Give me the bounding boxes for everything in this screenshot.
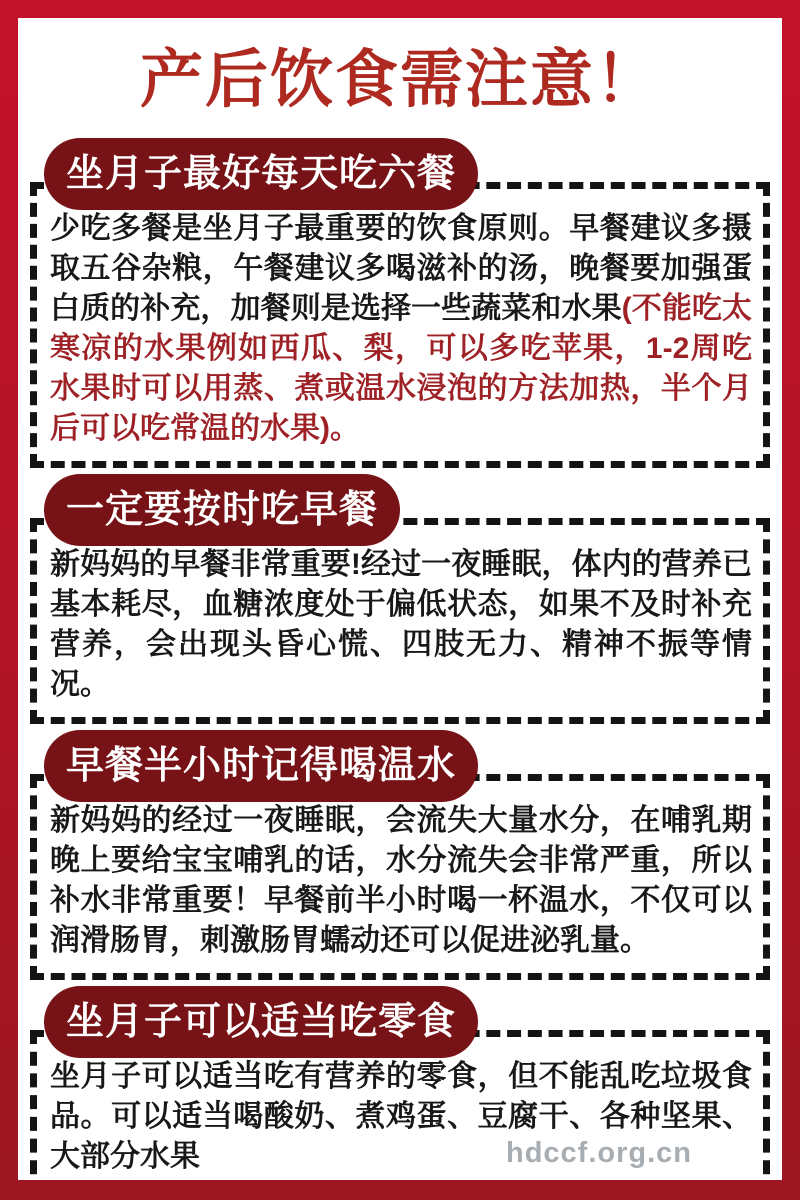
section-heading-pill — [44, 730, 478, 802]
section-heading-label: 早餐半小时记得喝温水 — [66, 744, 457, 787]
body-text-black: 坐月子可以适当吃有营养的零食，但不能乱吃垃圾食品。可以适当喝酸奶、煮鸡蛋、豆腐干、各种坚果、大部分水果 — [50, 1059, 752, 1173]
section-body-box — [30, 774, 770, 980]
section-heading-pill — [44, 138, 478, 210]
page-title: 产后饮食需注意！ — [140, 45, 660, 115]
section-body-text — [50, 801, 752, 961]
section-body-text — [50, 209, 752, 449]
section-body-box — [30, 518, 770, 724]
body-text-black: 少吃多餐是坐月子最重要的饮食原则。早餐建议多摄取五谷杂粮，午餐建议多喝滋补的汤，晚餐要加强蛋白质的补充，加餐则是选择一些蔬菜和水果 — [50, 211, 752, 325]
section-heading-pill — [44, 474, 400, 546]
watermark: hdccf.org.cn — [505, 1137, 692, 1169]
section-heading-label: 坐月子可以适当吃零食 — [66, 1000, 457, 1043]
section-heading-pill — [44, 986, 478, 1058]
section-body-box — [30, 182, 770, 468]
section-six-meals — [30, 152, 770, 468]
body-text-black: 新妈妈的早餐非常重要!经过一夜睡眠，体内的营养已基本耗尽，血糖浓度处于偏低状态，如果不及时补充营养，会出现头昏心慌、四肢无力、精神不振等情况。 — [50, 547, 752, 701]
body-text-black: 新妈妈的经过一夜睡眠，会流失大量水分，在哺乳期晚上要给宝宝哺乳的话，水分流失会非常严重，所以补水非常重要！早餐前半小时喝一杯温水，不仅可以润滑肠胃，刺激肠胃蠕动还可以促进泌乳量。 — [50, 803, 752, 957]
poster-content-area — [18, 18, 782, 1180]
section-breakfast-on-time — [30, 488, 770, 724]
section-heading-label: 一定要按时吃早餐 — [66, 488, 379, 531]
body-text-red: (不能吃太寒凉的水果例如西瓜、梨，可以多吃苹果，1-2周吃水果时可以用蒸、煮或温水浸泡的方法加热，半个月后可以吃常温的水果)。 — [50, 291, 752, 445]
section-warm-water — [30, 744, 770, 980]
section-body-text — [50, 545, 752, 705]
section-heading-label: 坐月子最好每天吃六餐 — [66, 152, 457, 195]
